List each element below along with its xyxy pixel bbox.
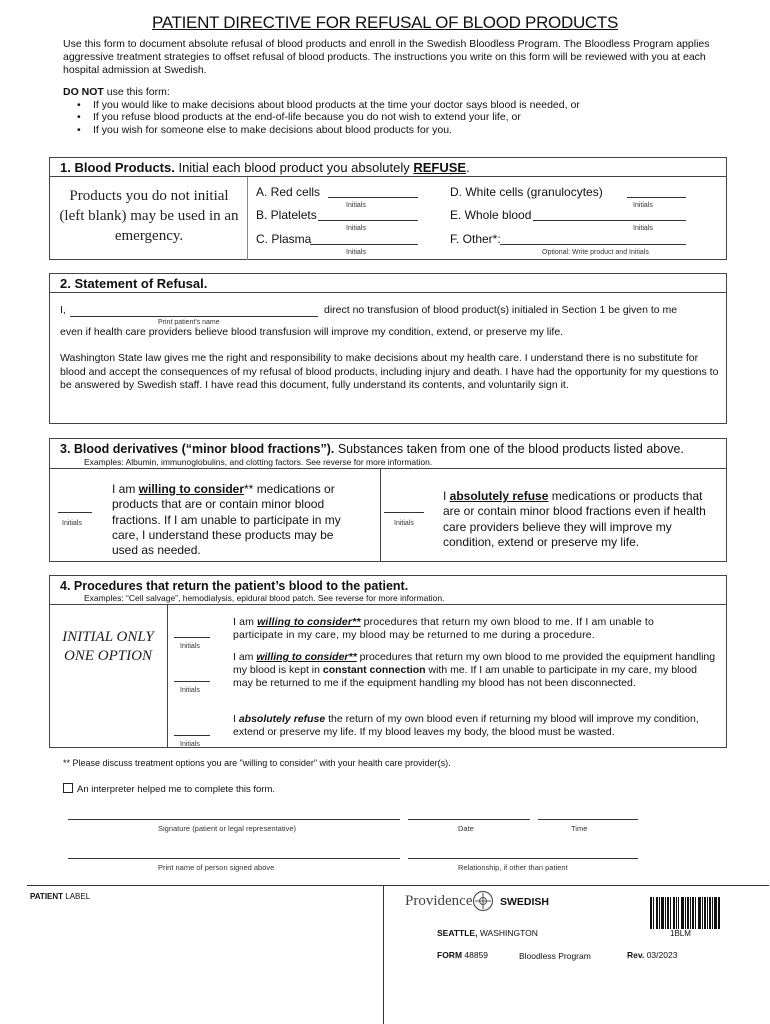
plasma-hint: Initials (346, 249, 366, 256)
section-3-rule (50, 468, 726, 469)
white-cells-initials-field[interactable] (627, 185, 686, 198)
do-not-section (63, 86, 723, 136)
refuse-post: medications or products that are or contain minor blood fractions even if health care providers believe they will improve my condition, extend or preserve my life. (443, 489, 706, 549)
section-3-divider (380, 468, 381, 561)
section-4-rule (50, 604, 726, 605)
section-blood-return-procedures (49, 575, 727, 748)
city-rest: WASHINGTON (477, 928, 538, 938)
print-patient-name-hint: Print patient's name (158, 319, 220, 326)
patient-label (30, 892, 90, 902)
whole-blood-label: E. Whole blood (450, 208, 532, 222)
emergency-note: Products you do not initial (left blank) may be used in an emergency. (59, 188, 239, 244)
barcode-image (650, 897, 720, 929)
form-label: FORM (437, 950, 463, 960)
form-number (437, 950, 488, 961)
option-2-initials-hint: Initials (180, 687, 200, 694)
do-not-item: • If you would like to make decisions about blood products at the time your doctor says blood is needed, or (93, 99, 723, 112)
option-2-initials-field[interactable] (174, 672, 210, 682)
absolutely-refuse-emphasis: absolutely refuse (449, 489, 549, 503)
other-label: F. Other*: (450, 232, 501, 246)
statement-line-1: direct no transfusion of blood product(s) initialed in Section 1 be given to me (324, 304, 678, 316)
option-1-initials-hint: Initials (180, 643, 200, 650)
relationship-label: Relationship, if other than patient (458, 863, 568, 872)
footer-divider (383, 885, 384, 1024)
option-3-initials-field[interactable] (174, 726, 210, 736)
initial-only-one-note: INITIAL ONLY ONE OPTION (62, 629, 154, 664)
print-name-line[interactable] (68, 858, 400, 859)
section-1-header (50, 158, 726, 177)
do-not-item: • If you wish for someone else to make decisions about blood products for you. (93, 124, 723, 137)
option-3-text (233, 713, 718, 739)
willing-minor-fractions-initials-hint: Initials (62, 520, 82, 527)
location-text (437, 928, 538, 939)
opt2-mid: procedures that return my own blood to me provided the equipment handling my blood is kept in (233, 651, 716, 677)
statement-paragraph: Washington State law gives me the right and responsibility to make decisions about my health care. I understand there is no substitute for blood and accept the consequences of my refusal of blood products, including injury and death. I have had the opportunity for my questions to be answered by Swedish staff. I have read this document, fully understand its contents, and voluntarily sign it. (60, 352, 719, 392)
program-name: Bloodless Program (519, 951, 591, 961)
intro-text: Use this form to document absolute refusal of blood products and enroll in the Swedish Bloodless Program. The Bloodless Program applies aggressive treatment strategies to offset refusal of blood products. The instructions you write on this form will be reviewed with you at each hospital admission at Swedish. (63, 38, 710, 76)
section-2-title: 2. Statement of Refusal. (60, 276, 208, 291)
willing-minor-fractions-text (112, 482, 362, 558)
section-3-examples: Examples: Albumin, immunoglobulins, and clotting factors. See reverse for more information. (84, 457, 433, 467)
statement-i: I, (60, 304, 66, 316)
providence-logo-text: Providence (405, 893, 473, 909)
section-3-title: 3. Blood derivatives (“minor blood fractions”). (60, 442, 335, 456)
section-4-examples: Examples: “Cell salvage”, hemodialysis, epidural blood patch. See reverse for more information. (84, 593, 445, 603)
section-1-dot: . (466, 160, 470, 175)
time-line[interactable] (538, 819, 638, 820)
patient-label-rest: LABEL (63, 892, 91, 901)
signature-label: Signature (patient or legal representative) (158, 824, 296, 833)
section-4-title: 4. Procedures that return the patient’s blood to the patient. (60, 579, 409, 593)
opt3-pre: I (233, 713, 239, 725)
red-cells-hint: Initials (346, 202, 366, 209)
red-cells-initials-field[interactable] (328, 185, 418, 198)
refuse-minor-fractions-initials-field[interactable] (384, 503, 424, 513)
do-not-strong: DO NOT (63, 86, 104, 98)
refuse-minor-fractions-text (443, 489, 723, 550)
relationship-line[interactable] (408, 858, 638, 859)
platelets-hint: Initials (346, 225, 366, 232)
section-1-title: 1. Blood Products. (60, 160, 175, 175)
plasma-initials-field[interactable] (310, 232, 418, 245)
time-label: Time (571, 824, 588, 833)
revision (627, 950, 677, 961)
other-hint: Optional: Write product and Initials (542, 249, 649, 256)
section-4-divider (167, 604, 168, 747)
constant-connection-emphasis: constant connection (322, 664, 426, 677)
patient-label-bold: PATIENT (30, 892, 64, 901)
section-1-title-rest: Initial each blood product you absolutely (174, 160, 414, 175)
opt2-post: with me. If I am unable to participate in my care, my blood may be returned to me if the equipment handling my blood has not been disconnected. (233, 664, 697, 690)
swedish-logo-text: SWEDISH (500, 896, 550, 908)
refuse-word: REFUSE (413, 160, 467, 175)
platelets-label: B. Platelets (256, 208, 317, 222)
opt1-emphasis: willing to consider** (257, 616, 361, 628)
option-3-initials-hint: Initials (180, 741, 200, 748)
opt1-post: procedures that return my own blood to me. If I am unable to participate in my care, my blood may be returned to me during a procedure. (233, 616, 654, 642)
section-1-divider (247, 177, 248, 260)
white-cells-hint: Initials (633, 202, 653, 209)
whole-blood-hint: Initials (633, 225, 653, 232)
section-3-header (50, 439, 726, 458)
option-1-initials-field[interactable] (174, 628, 210, 638)
footnote: ** Please discuss treatment options you are "willing to consider" with your health care provider(s). (63, 758, 451, 768)
refuse-pre: I (443, 489, 450, 503)
rev-bold: Rev. (627, 950, 645, 960)
refuse-minor-fractions-initials-hint: Initials (394, 520, 414, 527)
plasma-label: C. Plasma (256, 232, 312, 246)
willing-pre: I am (112, 482, 139, 496)
city-bold: SEATTLE, (437, 928, 478, 938)
barcode-text: 1BLM (670, 929, 691, 938)
patient-name-field[interactable] (70, 304, 318, 317)
footer-rule (27, 885, 769, 886)
option-1-text (233, 616, 703, 642)
signature-line[interactable] (68, 819, 400, 820)
whole-blood-initials-field[interactable] (533, 208, 686, 221)
section-blood-derivatives (49, 438, 727, 562)
providence-logo-icon (472, 890, 494, 912)
date-line[interactable] (408, 819, 530, 820)
willing-post: ** medications or products that are or contain minor blood fractions. If I am unable to participate in my care, I understand these products may be used as needed. (112, 482, 341, 558)
section-statement-of-refusal (49, 273, 727, 424)
form-num: 48859 (462, 950, 489, 960)
opt2-pre: I am (233, 651, 257, 663)
do-not-item: • If you refuse blood products at the end-of-life because you do not wish to extend your life, or (93, 111, 723, 124)
option-2-text (233, 651, 718, 691)
interpreter-row (63, 783, 275, 796)
opt1-pre: I am (233, 616, 258, 628)
statement-line-2: even if health care providers believe blood transfusion will improve my condition, extend, or preserve my life. (60, 326, 564, 338)
rev-rest: 03/2023 (644, 950, 678, 960)
opt3-emphasis: absolutely refuse (238, 713, 326, 725)
platelets-initials-field[interactable] (318, 208, 418, 221)
section-3-title-rest: Substances taken from one of the blood products listed above. (334, 442, 684, 456)
white-cells-label: D. White cells (granulocytes) (450, 185, 603, 199)
section-2-header (50, 274, 726, 293)
opt3-post: the return of my own blood even if returning my blood will improve my condition, extend or preserve my life. If my blood leaves my body, the blood must be wasted. (233, 713, 699, 739)
interpreter-label: An interpreter helped me to complete this form. (77, 784, 276, 795)
other-initials-field[interactable] (500, 232, 686, 245)
willing-minor-fractions-initials-field[interactable] (58, 503, 92, 513)
section-blood-products (49, 157, 727, 260)
willing-to-consider-emphasis: willing to consider (138, 482, 245, 496)
print-name-label: Print name of person signed above (158, 863, 275, 872)
opt2-emphasis: willing to consider** (256, 651, 357, 663)
red-cells-label: A. Red cells (256, 185, 321, 199)
date-label: Date (458, 824, 474, 833)
interpreter-checkbox[interactable] (63, 783, 73, 793)
do-not-rest: use this form: (103, 86, 170, 98)
page-title: PATIENT DIRECTIVE FOR REFUSAL OF BLOOD PRODUCTS (151, 13, 619, 32)
